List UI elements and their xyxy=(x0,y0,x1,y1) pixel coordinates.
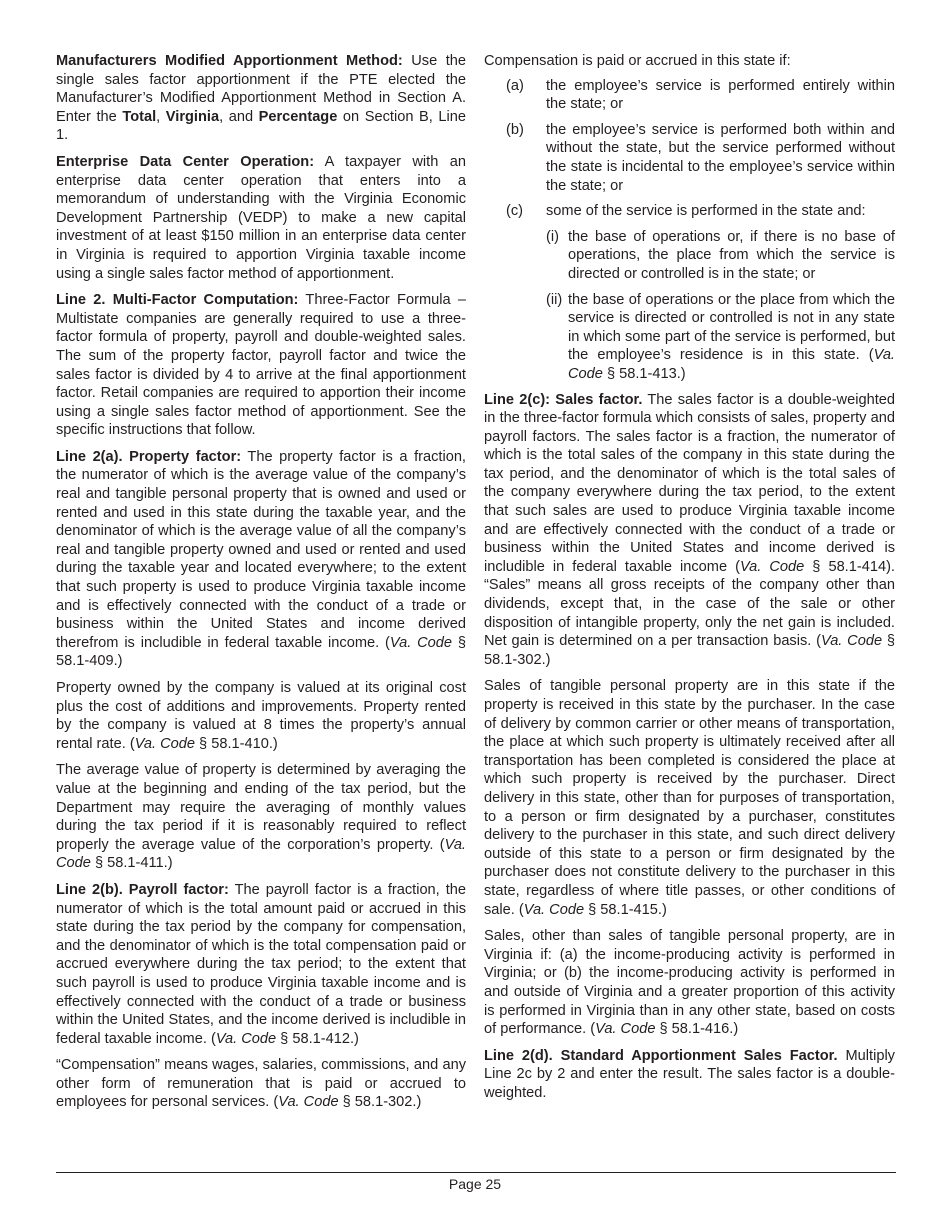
mmam-paragraph xyxy=(56,52,466,145)
list-item-b xyxy=(506,121,895,195)
other-sales-cite: § 58.1-416.) xyxy=(655,1021,739,1038)
line2d-text: Multiply Line 2c by 2 and enter the result. The sales factor is a double-weighted. xyxy=(484,1047,895,1101)
mmam-tail: on Section B, Line 1. xyxy=(56,108,467,144)
line2c-heading: Line 2(c): Sales factor. xyxy=(484,391,643,408)
sub-item-ii xyxy=(546,291,895,384)
footer-rule xyxy=(56,1172,896,1173)
line2a-heading: Line 2(a). Property factor: xyxy=(56,448,242,465)
sub-item-cite: § 58.1-413.) xyxy=(602,365,686,382)
line2c-cite-va2: Va. Code xyxy=(821,633,883,650)
line2-text: Three-Factor Formula – Multistate companies are generally required to use a three-factor formula of property, payroll and double-weighted sales. The sum of the property factor, payroll factor and twice the sales factor is divided by 4 to arrive at the final apportionment factor. Retail companies are required to apportion their income using a single sales factor method of apportionment. See the specific instructions that follow. xyxy=(56,292,466,439)
property-owned-text: Property owned by the company is valued at its original cost plus the cost of additions and improvements. Property rented by the company is valued at 8 times the property’s annual rental rate. ( xyxy=(56,680,466,752)
list-item-text: the employee’s service is performed entirely within the state; or xyxy=(546,77,895,113)
mmam-heading: Manufacturers Modified Apportionment Method: xyxy=(56,53,403,69)
line2a-cite: § 58.1-409.) xyxy=(56,634,466,670)
average-value-paragraph xyxy=(56,761,466,873)
line2c-cite: § 58.1-302.) xyxy=(484,633,896,668)
line2-heading: Line 2. Multi-Factor Computation: xyxy=(56,292,299,309)
sub-item-marker: (i) xyxy=(546,228,559,245)
tangible-text: Sales of tangible personal property are in this state if the property is received in this state by the purchaser. In the case of delivery by common carrier or other means of transportation, the place at which such property is ultimately received after all transportation has been completed is considered the place at which such property is received by the purchaser. Direct delivery in this state, other than for purposes of transportation, to a person or firm designated by a purchaser, constitutes delivery to the purchaser in this state, and such direct delivery outside of this state to a person or firm designated by the purchaser does not constitute delivery to the purchaser in this state, regardless of where title passes, or other conditions of sale. ( xyxy=(484,678,895,918)
mmam-percentage: Percentage xyxy=(258,108,338,125)
sub-item-marker: (ii) xyxy=(546,291,563,308)
line2d-heading: Line 2(d). Standard Apportionment Sales Factor. xyxy=(484,1047,838,1064)
average-value-cite-va: Va. Code xyxy=(56,836,466,872)
sub-item-i xyxy=(546,228,895,284)
mmam-total: Total xyxy=(122,108,157,125)
sub-item-text: the base of operations or, if there is no base of operations, the place from which the service is directed or controlled is in the state; or xyxy=(568,228,895,282)
tangible-cite: § 58.1-415.) xyxy=(584,901,667,918)
mmam-virginia: Virginia xyxy=(165,108,220,125)
edco-paragraph xyxy=(56,153,466,283)
line2a-text: The property factor is a fraction, the numerator of which is the average value of the company’s real and tangible personal property that is owned and used or rented and used in this state during the taxable year, and the denominator of which is the average value of all the company’s real and tangible property owned and used or rented and used during the taxable year and located everywhere; to the extent that such property is used to produce Virginia taxable income and is effectively connected with the conduct of a trade or business within the United States and income derived therefrom is includible in federal taxable income. ( xyxy=(56,448,466,651)
line2c-paragraph xyxy=(484,391,895,670)
property-owned-cite-va: Va. Code xyxy=(134,735,195,752)
mmam-text: Use the single sales factor apportionment if the PTE elected the Manufacturer’s Modified Apportionment Method in Section A. Enter the xyxy=(56,53,466,125)
line2-paragraph xyxy=(56,291,466,440)
other-sales-cite-va: Va. Code xyxy=(595,1021,656,1038)
property-owned-cite: § 58.1-410.) xyxy=(195,735,278,752)
sub-item-text-wrap xyxy=(568,291,895,384)
compensation-def-text: “Compensation” means wages, salaries, commissions, and any other form of remuneration that is paid or accrued to employees for personal services. ( xyxy=(56,1057,466,1111)
line2b-cite-va: Va. Code xyxy=(215,1030,277,1047)
edco-heading: Enterprise Data Center Operation: xyxy=(56,153,315,170)
list-item-a xyxy=(506,77,895,114)
list-item-marker: (a) xyxy=(506,77,524,94)
line2a-cite-va: Va. Code xyxy=(389,634,453,651)
average-value-cite: § 58.1-411.) xyxy=(90,855,173,872)
line2d-paragraph xyxy=(484,1047,895,1103)
sub-item-text: the base of operations or the place from which the service is directed or controlled is not in any state in which some part of the service is performed, but the employee’s residence is in this state. ( xyxy=(568,291,895,364)
other-sales-text: Sales, other than sales of tangible personal property, are in Virginia if: (a) the income-producing activity is performed in Virginia; or (b) the income-producing activity is performed in and outside of Virginia and a greater proportion of this activity is performed in Virginia than in any other state, based on costs of performance. ( xyxy=(484,928,895,1038)
tangible-paragraph xyxy=(484,677,895,919)
sub-item-cite-va: Va. Code xyxy=(568,347,895,382)
mmam-sep2: , and xyxy=(219,108,259,125)
line2c-cite-va: Va. Code xyxy=(739,558,805,575)
list-item-marker: (b) xyxy=(506,121,524,138)
left-column xyxy=(56,52,466,1120)
line2b-paragraph xyxy=(56,881,466,1048)
edco-text: A taxpayer with an enterprise data center operation that enters into a memorandum of understanding with the Virginia Economic Development Partnership (VEDP) to make a new capital investment of at least $150 million in an enterprise data center in Virginia is required to apportion Virginia taxable income using a single sales factor method of apportionment. xyxy=(56,153,466,282)
compensation-def-paragraph xyxy=(56,1056,466,1112)
line2b-text: The payroll factor is a fraction, the numerator of which is the total amount paid or accrued in this state during the tax period by the company for compensation, and the denominator of which is the total compensation paid or accrued everywhere during the tax period; to the extent that such payroll is used to produce Virginia taxable income and is effectively connected with the conduct of a trade or business within the United States, and the income derived is includible in federal taxable income. ( xyxy=(56,881,467,1047)
average-value-text: The average value of property is determined by averaging the value at the beginning and ending of the tax period, but the Department may require the averaging of monthly values during the tax period if it is reasonably required to reflect properly the average value of the corporation’s property. ( xyxy=(56,762,466,853)
list-item-marker: (c) xyxy=(506,203,524,220)
comp-intro: Compensation is paid or accrued in this state if: xyxy=(484,53,791,69)
property-owned-paragraph xyxy=(56,679,466,753)
tangible-cite-va: Va. Code xyxy=(523,901,585,918)
line2b-heading: Line 2(b). Payroll factor: xyxy=(56,881,229,898)
line2c-cite-mid: § 58.1-414). “Sales” means all gross receipts of the company other than dividends, except that, in the case of the sale or other disposition of intangible property, only the net gain is included. Net gain is determined on a per transaction basis. ( xyxy=(484,558,895,650)
compensation-def-cite-va: Va. Code xyxy=(278,1094,339,1111)
page-number: Page 25 xyxy=(448,1176,502,1192)
list-item-text: the employee’s service is performed both within and without the state, but the service performed without the state is incidental to the employee’s service within the state; or xyxy=(546,121,895,194)
line2a-paragraph xyxy=(56,448,466,671)
compensation-def-cite: § 58.1-302.) xyxy=(338,1094,422,1111)
right-column xyxy=(484,52,895,1110)
line2b-cite: § 58.1-412.) xyxy=(276,1030,359,1047)
list-item-c xyxy=(506,202,895,221)
list-item-text: some of the service is performed in the state and: xyxy=(546,203,866,220)
other-sales-paragraph xyxy=(484,927,895,1039)
line2c-text: The sales factor is a double-weighted in the three-factor formula which consists of sales, property and payroll factors. The sales factor is a fraction, the numerator of which is the total sales of the company in this state during the tax period, and the denominator of which is the total sales of the company everywhere during the tax period, to the extent that such sales are used to produce Virginia taxable income and are effectively connected with the conduct of a trade or business within the United States and income derived is includible in federal taxable income ( xyxy=(484,391,895,575)
mmam-sep1: , xyxy=(156,108,166,125)
